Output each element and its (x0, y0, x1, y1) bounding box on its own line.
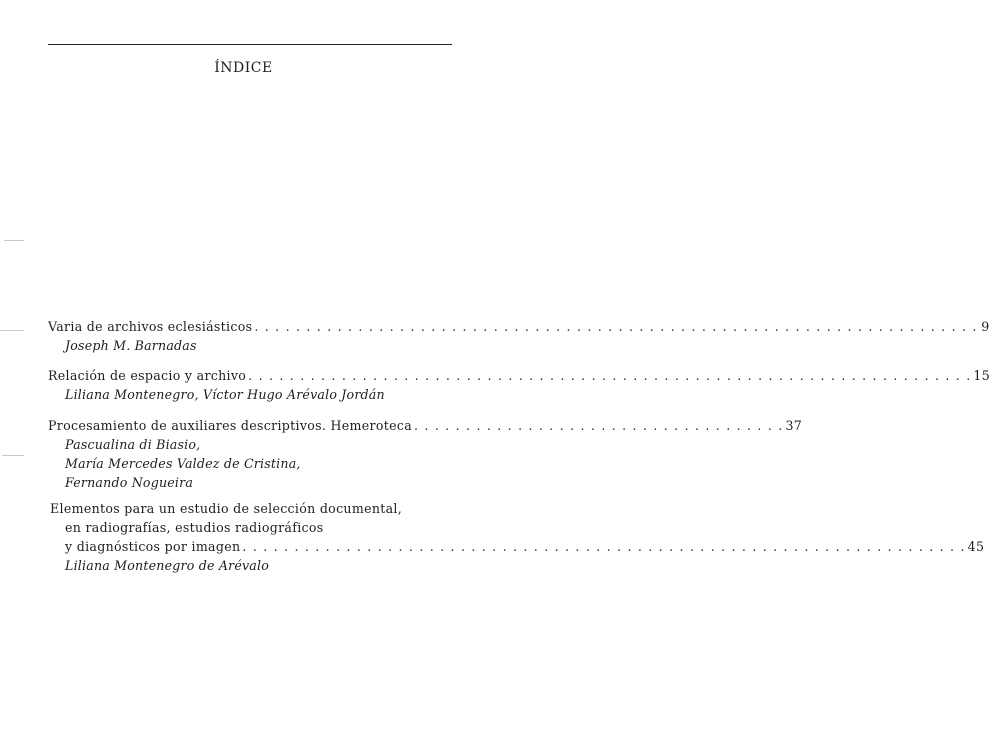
toc-entry-page: 37 (785, 418, 803, 433)
toc-entry-title-line (48, 317, 990, 336)
toc-entry (48, 366, 990, 404)
dot-leader: . . . . . . . . . . . . . . . . . . . . . . . . . . . . . . . . . . . . (414, 418, 784, 433)
toc-entry (48, 416, 803, 492)
toc-entry-title: Elementos para un estudio de selección documental, (50, 501, 403, 516)
toc-entry (48, 499, 985, 575)
toc-entry-author: Fernando Nogueira (65, 475, 194, 490)
toc-entry-title-continued: y diagnósticos por imagen (65, 539, 241, 554)
toc-entry-author: María Mercedes Valdez de Cristina, (65, 456, 301, 471)
toc-entry-author: Joseph M. Barnadas (65, 338, 197, 353)
toc-entry-page: 15 (973, 368, 990, 383)
toc-entry-title: Varia de archivos eclesiásticos (48, 319, 253, 334)
toc-entry-title-line (48, 366, 990, 385)
toc-entry-page: 9 (981, 319, 990, 334)
dot-leader: . . . . . . . . . . . . . . . . . . . . . . . . . . . . . . . . . . . . . . . . . . . . . . . . . . . . . . . . . . . . . . . . . . . . . . (248, 368, 972, 383)
scan-speck (4, 240, 24, 241)
dot-leader: . . . . . . . . . . . . . . . . . . . . . . . . . . . . . . . . . . . . . . . . . . . . . . . . . . . . . . . . . . . . . . . . . . . . . . (242, 539, 966, 554)
toc-entry-author: Pascualina di Biasio, (65, 437, 201, 452)
toc-entry-title-continued: en radiografías, estudios radiográficos (65, 520, 324, 535)
toc-entry-author: Liliana Montenegro, Víctor Hugo Arévalo Jordán (65, 387, 385, 402)
toc-entry-page: 45 (967, 539, 985, 554)
page-heading: ÍNDICE (214, 60, 273, 76)
scan-speck (0, 330, 24, 331)
toc-entry-title: Procesamiento de auxiliares descriptivos. Hemeroteca (48, 418, 413, 433)
toc-entry-title: Relación de espacio y archivo (48, 368, 247, 383)
dot-leader: . . . . . . . . . . . . . . . . . . . . . . . . . . . . . . . . . . . . . . . . . . . . . . . . . . . . . . . . . . . . . . . . . . . . . . (254, 319, 978, 334)
scan-speck (2, 455, 24, 456)
toc-entry-title-line (48, 537, 985, 556)
table-of-contents (48, 0, 990, 754)
toc-entry-author: Liliana Montenegro de Arévalo (65, 558, 270, 573)
toc-entry (48, 317, 990, 355)
toc-entry-title-line (48, 416, 803, 435)
